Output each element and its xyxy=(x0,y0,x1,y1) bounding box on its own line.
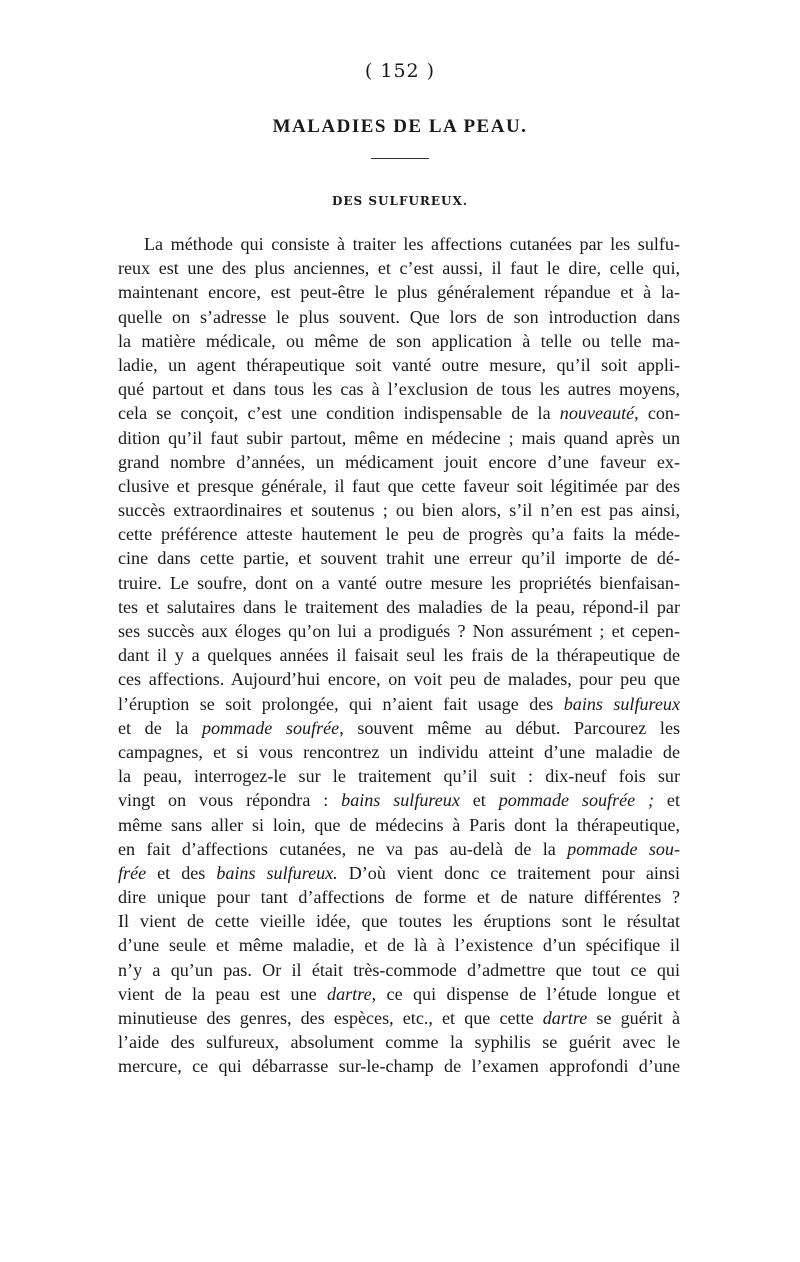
text-line xyxy=(118,692,680,716)
text-line xyxy=(118,764,680,788)
text-line xyxy=(118,909,680,933)
text-segment: n’y a qu’un pas. Or il était très-commode d’admettre que tout ce qui xyxy=(118,959,680,980)
text-line xyxy=(118,353,680,377)
text-line xyxy=(118,716,680,740)
text-line xyxy=(118,933,680,957)
text-segment: reux est une des plus anciennes, et c’est aussi, il faut le dire, celle qui, xyxy=(118,258,680,279)
text-segment: , ce qui dispense de l’étude longue et xyxy=(371,983,680,1004)
text-line xyxy=(118,232,680,256)
italic-text: nouveauté xyxy=(559,403,635,424)
text-line xyxy=(118,788,680,812)
text-segment: se guérit à xyxy=(587,1008,680,1028)
section-title: DES SULFUREUX. xyxy=(331,194,469,208)
text-segment: ces affections. Aujourd’hui encore, on voit peu de malades, pour peu que xyxy=(118,669,680,690)
text-segment: dition qu’il faut subir partout, même en médecine ; mais quand après un xyxy=(118,427,680,448)
text-segment: D’où vient donc ce traitement pour ainsi xyxy=(337,862,680,883)
text-line xyxy=(118,329,680,353)
text-segment: , con- xyxy=(634,403,681,424)
text-segment: ses succès aux éloges qu’on lui a prodigués ? Non assurément ; et cepen- xyxy=(118,621,680,641)
text-line xyxy=(118,982,680,1006)
text-line xyxy=(118,546,680,570)
italic-text: dartre xyxy=(327,983,372,1004)
text-segment: mercure, ce qui débarrasse sur-le-champ de l’examen approfondi d’une xyxy=(118,1056,680,1077)
text-segment: d’une seule et même maladie, et de là à l’existence d’un spécifique il xyxy=(118,935,680,956)
text-line xyxy=(118,377,680,401)
italic-text: pommade sou- xyxy=(567,838,680,859)
chapter-title: MALADIES DE LA PEAU. xyxy=(272,116,528,137)
text-line xyxy=(118,595,680,619)
text-line xyxy=(118,498,680,522)
text-line xyxy=(118,1030,680,1054)
text-line xyxy=(118,837,680,861)
text-segment: succès extraordinaires et soutenus ; ou bien alors, s’il n’en est pas ainsi, xyxy=(118,500,680,521)
text-line xyxy=(118,643,680,667)
text-segment: Il vient de cette vieille idée, que toutes les éruptions sont le résultat xyxy=(118,911,680,932)
text-line xyxy=(118,813,680,837)
text-segment: la matière médicale, ou même de son application à telle ou telle ma- xyxy=(118,330,680,351)
text-segment: cela se conçoit, c’est une condition indispensable de la xyxy=(118,403,560,424)
text-segment: et xyxy=(654,790,680,811)
text-segment: dant il y a quelques années il faisait seul les frais de la thérapeutique de xyxy=(118,645,680,666)
text-segment: dire unique pour tant d’affections de forme et de nature différentes ? xyxy=(118,887,680,908)
text-segment: truire. Le soufre, dont on a vanté outre mesure les propriétés bienfaisan- xyxy=(118,572,680,593)
text-line xyxy=(118,885,680,909)
text-line xyxy=(118,522,680,546)
italic-text: bains sulfureux. xyxy=(216,862,338,883)
text-segment: et xyxy=(459,790,499,811)
text-line xyxy=(118,619,680,643)
text-segment: et de la xyxy=(118,717,202,738)
text-line xyxy=(118,571,680,595)
title-rule xyxy=(371,158,429,159)
text-segment: l’aide des sulfureux, absolument comme la syphilis se guérit avec le xyxy=(118,1032,680,1053)
italic-text: pommade soufrée xyxy=(201,717,340,738)
text-line xyxy=(118,958,680,982)
text-segment: campagnes, et si vous rencontrez un individu atteint d’une maladie de xyxy=(118,741,680,762)
text-line xyxy=(118,401,680,425)
text-line xyxy=(118,305,680,329)
text-line xyxy=(118,280,680,304)
text-line xyxy=(118,426,680,450)
text-segment: clusive et presque générale, il faut que cette faveur soit légitimée par des xyxy=(118,475,680,496)
text-segment: , souvent même au début. Parcourez les xyxy=(339,717,681,738)
text-segment: et des xyxy=(146,862,217,883)
italic-text: dartre xyxy=(542,1008,588,1028)
text-segment: La méthode qui consiste à traiter les affections cutanées par les sulfu- xyxy=(144,234,680,254)
text-segment: cette préférence atteste hautement le peu de progrès qu’a faits la méde- xyxy=(118,524,680,545)
italic-text: pommade soufrée ; xyxy=(498,790,655,811)
text-line xyxy=(118,740,680,764)
text-line xyxy=(118,667,680,691)
text-segment: cine dans cette partie, et souvent trahit une erreur qu’il importe de dé- xyxy=(118,548,680,569)
text-segment: minutieuse des genres, des espèces, etc., et que cette xyxy=(118,1008,543,1028)
italic-text: bains sulfureux xyxy=(563,693,680,714)
text-line xyxy=(118,474,680,498)
text-line xyxy=(118,1054,680,1078)
text-segment: maintenant encore, est peut-être le plus généralement répandue et à la- xyxy=(118,282,680,303)
text-line xyxy=(118,256,680,280)
text-segment: quelle on s’adresse le plus souvent. Que lors de son introduction dans xyxy=(118,306,680,327)
text-segment: ladie, un agent thérapeutique soit vanté outre mesure, qu’il soit appli- xyxy=(118,354,680,375)
text-segment: tes et salutaires dans le traitement des maladies de la peau, répond-il par xyxy=(118,596,680,617)
italic-text: bains sulfureux xyxy=(341,790,460,811)
text-segment: qué partout et dans tous les cas à l’exclusion de tous les autres moyens, xyxy=(118,379,680,400)
text-segment: l’éruption se soit prolongée, qui n’aient fait usage des xyxy=(118,693,564,714)
text-line xyxy=(118,450,680,474)
text-segment: vingt on vous répondra : xyxy=(118,790,342,811)
text-segment: en fait d’affections cutanées, ne va pas au-delà de la xyxy=(118,838,568,859)
text-segment: même sans aller si loin, que de médecins à Paris dont la thérapeutique, xyxy=(118,814,680,835)
text-segment: vient de la peau est une xyxy=(118,983,328,1004)
text-segment: la peau, interrogez-le sur le traitement qu’il suit : dix-neuf fois sur xyxy=(118,766,680,787)
page-number: ( 152 ) xyxy=(364,60,436,82)
text-segment: grand nombre d’années, un médicament jouit encore d’une faveur ex- xyxy=(118,451,680,472)
text-line xyxy=(118,861,680,885)
body-text xyxy=(118,232,680,1079)
text-line xyxy=(118,1006,680,1030)
italic-text: frée xyxy=(118,862,147,883)
